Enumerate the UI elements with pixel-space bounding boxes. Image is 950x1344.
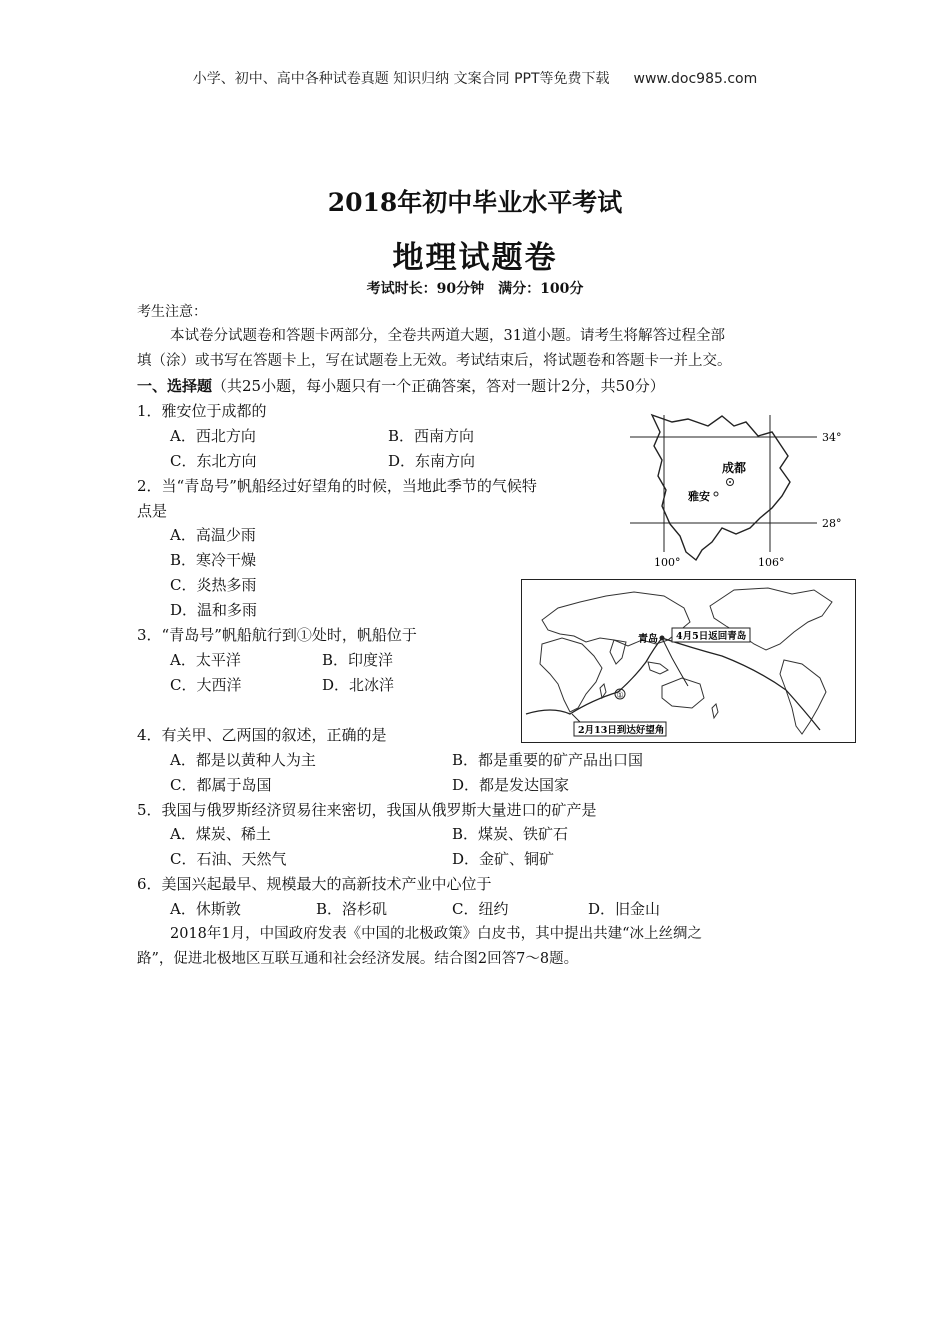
q5-option-d[interactable]: D．金矿、铜矿: [452, 850, 555, 868]
label-position-1: ①: [616, 690, 624, 700]
q5-option-a[interactable]: A．煤炭、稀土: [170, 825, 271, 843]
eurasia-outline: [542, 592, 690, 646]
label-lat-28: 28°: [822, 517, 842, 530]
header-url[interactable]: www.doc985.com: [633, 71, 758, 87]
q6-option-a[interactable]: A．休斯敦: [170, 900, 241, 918]
q3-option-d[interactable]: D．北冰洋: [322, 676, 395, 694]
label-chengdu: 成都: [722, 461, 747, 475]
q2-option-a[interactable]: A．高温少雨: [170, 526, 256, 544]
header-text: 小学、初中、高中各种试卷真题 知识归纳 文案合同 PPT等免费下载: [192, 71, 610, 87]
passage-line-2: 路”，促进北极地区互联互通和社会经济发展。结合图2回答7～8题。: [137, 951, 579, 967]
question-2-stem-cont: 点是: [137, 502, 168, 520]
yaan-marker: [714, 492, 718, 496]
q2-option-b[interactable]: B．寒冷干燥: [170, 551, 257, 569]
notice-line-2: 填（涂）或书写在答题卡上，写在试题卷上无效。考试结束后，将试题卷和答题卡一并上交。: [137, 353, 732, 369]
q4-option-a[interactable]: A．都是以黄种人为主: [170, 751, 316, 769]
label-return-date: 4月5日返回青岛: [676, 631, 747, 642]
q1-option-b[interactable]: B．西南方向: [388, 427, 475, 445]
q2-option-c[interactable]: C．炎热多雨: [170, 576, 257, 594]
label-qingdao: 青岛: [638, 634, 658, 645]
qingdao-marker: [660, 636, 665, 641]
label-lon-100: 100°: [654, 556, 681, 569]
q2-option-d[interactable]: D．温和多雨: [170, 601, 258, 619]
question-1-stem: 1．雅安位于成都的: [137, 402, 267, 420]
africa-outline: [540, 638, 602, 712]
q1-option-c[interactable]: C．东北方向: [170, 452, 257, 470]
q3-option-b[interactable]: B．印度洋: [322, 651, 394, 669]
question-5-stem: 5．我国与俄罗斯经济贸易往来密切，我国从俄罗斯大量进口的矿产是: [137, 801, 597, 819]
question-4-stem: 4．有关甲、乙两国的叙述，正确的是: [137, 726, 387, 744]
sailing-route: [526, 638, 820, 730]
label-lat-34: 34°: [822, 431, 842, 444]
chengdu-marker-dot: [729, 481, 731, 483]
q3-option-c[interactable]: C．大西洋: [170, 676, 242, 694]
q5-option-b[interactable]: B．煤炭、铁矿石: [452, 825, 569, 843]
cape-leader-line: [572, 714, 580, 722]
q6-option-d[interactable]: D．旧金山: [588, 900, 661, 918]
q4-option-d[interactable]: D．都是发达国家: [452, 776, 570, 794]
q4-option-b[interactable]: B．都是重要的矿产品出口国: [452, 751, 644, 769]
notice-heading: 考生注意：: [137, 304, 207, 320]
question-3-stem: 3．“青岛号”帆船航行到①处时，帆船位于: [137, 626, 417, 644]
label-cape-date: 2月13日到达好望角: [578, 725, 665, 736]
label-yaan: 雅安: [688, 490, 710, 503]
q3-option-a[interactable]: A．太平洋: [170, 651, 241, 669]
passage-line-1: 2018年1月，中国政府发表《中国的北极政策》白皮书，其中提出共建“冰上丝绸之: [170, 926, 703, 942]
q4-option-c[interactable]: C．都属于岛国: [170, 776, 272, 794]
exam-title: 2018年初中毕业水平考试: [327, 188, 623, 217]
q5-option-c[interactable]: C．石油、天然气: [170, 850, 287, 868]
q1-option-d[interactable]: D．东南方向: [388, 452, 476, 470]
section-heading: [137, 374, 665, 399]
q6-option-b[interactable]: B．洛杉矶: [316, 900, 388, 918]
sea-islands-outline: [648, 662, 668, 674]
exam-subtitle: 地理试题卷: [392, 240, 558, 276]
australia-outline: [662, 678, 704, 708]
sichuan-map: [622, 410, 852, 570]
q6-option-c[interactable]: C．纽约: [452, 900, 509, 918]
page-header: [0, 68, 950, 88]
exam-meta: 考试时长：90分钟 满分：100分: [366, 281, 584, 297]
label-lon-106: 106°: [758, 556, 785, 569]
new-zealand-outline: [712, 704, 718, 718]
world-map: [522, 580, 855, 742]
section-label: 一、选择题: [137, 377, 213, 395]
q1-option-a[interactable]: A．西北方向: [170, 427, 256, 445]
question-6-stem: 6．美国兴起最早、规模最大的高新技术产业中心位于: [137, 875, 492, 893]
section-note: （共25小题，每小题只有一个正确答案，答对一题计2分，共50分）: [212, 377, 665, 395]
notice-line-1: 本试卷分试题卷和答题卡两部分，全卷共两道大题，31道小题。请考生将解答过程全部: [170, 328, 725, 344]
world-map-frame: [521, 579, 856, 743]
south-america-outline: [780, 660, 826, 734]
question-2-stem: 2．当“青岛号”帆船经过好望角的时候，当地此季节的气候特: [137, 477, 537, 495]
